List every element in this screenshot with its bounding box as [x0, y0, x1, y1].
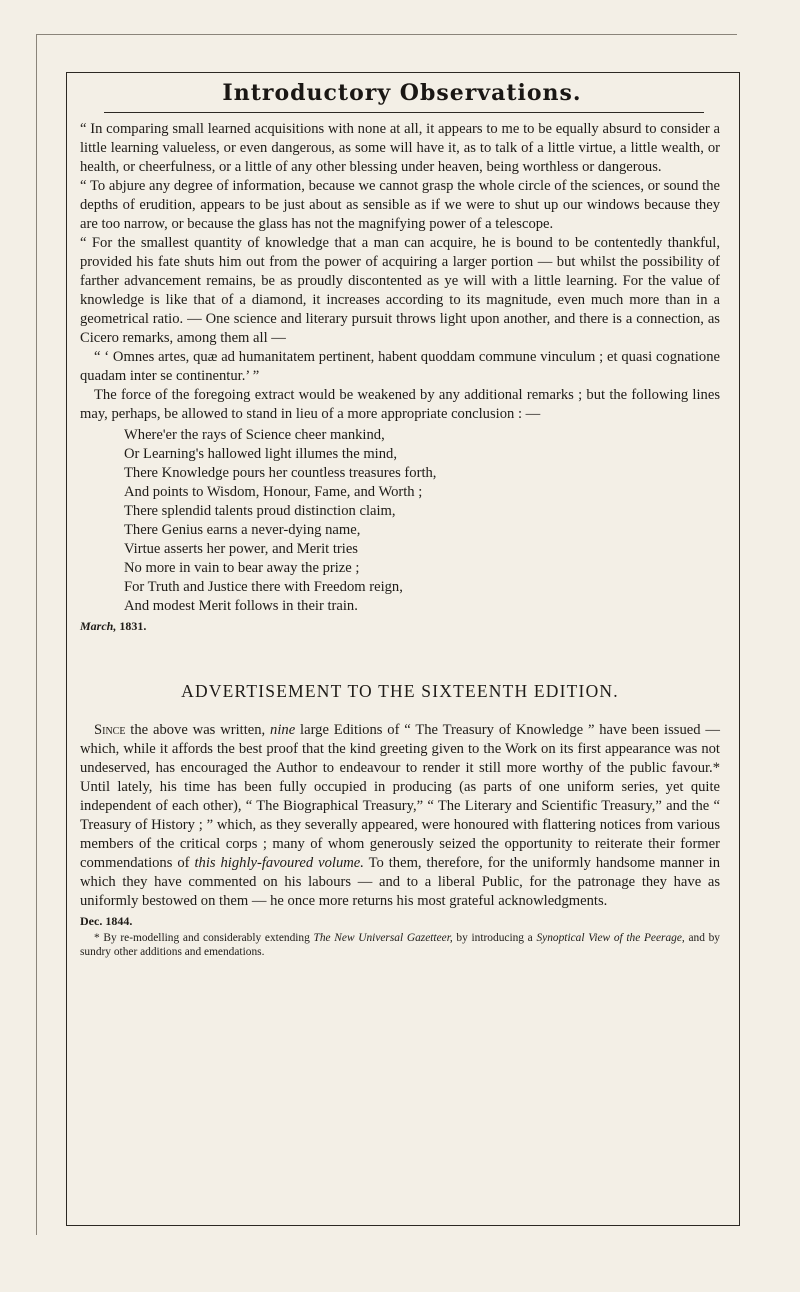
- poem-line: Where'er the rays of Science cheer mankind,: [124, 427, 385, 443]
- intro-paragraph-3: “ For the smallest quantity of knowledge that a man can acquire, he is bound to be contentedly thankful, provided his fate shuts him out from the power of acquiring a larger portion — but whilst the possibility of farther advancement remains, be as proudly discontented as ye will with a little learning. For the value of knowledge is like that of a diamond, it increases according to its magnitude, even much more than in a geometrical ratio. — One science and literary pursuit throws light upon another, and there is a connection, as Cicero remarks, among them all —: [80, 235, 720, 346]
- poem-line: There Knowledge pours her countless treasures forth,: [124, 465, 437, 481]
- poem-line: Virtue asserts her power, and Merit tries: [124, 541, 358, 557]
- footnote-text-1: * By re-modelling and considerably extending: [94, 932, 314, 944]
- advertisement-emphasis-volume: this highly-favoured volume.: [194, 855, 364, 871]
- advertisement-text-2: large Editions of “ The Treasury of Knowledge ” have been issued — which, while it affords the best proof that the kind greeting given to the Work on its first appearance was not undeserved, has encouraged the Author to endeavour to render it still more worthy of the public favour.* Until lately, his time has been fully occupied in producing (as parts of one uniform series, yet quite independent of each other), “ The Biographical Treasury,” “ The Literary and Scientific Treasury,” and the “ Treasury of History ; ” which, as they severally appeared, were honoured with flattering notices from various members of the critical corps ; many of whom generously seized the opportunity to reiterate their former commendations of: [80, 722, 720, 871]
- poem-line: And modest Merit follows in their train.: [124, 598, 358, 614]
- advertisement-text-1: the above was written,: [125, 722, 271, 738]
- advertisement-paragraph: [80, 721, 720, 911]
- advertisement-title: ADVERTISEMENT TO THE SIXTEENTH EDITION.: [181, 681, 619, 701]
- advertisement-date: Dec. 1844.: [80, 914, 133, 928]
- page-heading: Introductory Observations.: [222, 80, 582, 106]
- footnote-text-3: and by sundry other additions and emendations.: [80, 932, 720, 958]
- latin-quotation: “ ‘ Omnes artes, quæ ad humanitatem pertinent, habent quoddam commune vinculum ; et quasi cognatione quadam inter se continentur.’ ”: [80, 349, 720, 384]
- intro-date-month: March,: [80, 619, 117, 633]
- footnote: [80, 931, 720, 959]
- intro-paragraph-5: The force of the foregoing extract would be weakened by any additional remarks ; but the following lines may, perhaps, be allowed to stand in lieu of a more appropriate conclusion : —: [80, 387, 720, 422]
- intro-date-year: 1831.: [119, 619, 147, 633]
- poem-line: For Truth and Justice there with Freedom reign,: [124, 579, 403, 595]
- footnote-gazetteer-title: The New Universal Gazetteer,: [313, 932, 453, 944]
- poem-line: No more in vain to bear away the prize ;: [124, 560, 360, 576]
- advertisement-lead-word: Since: [94, 722, 126, 738]
- poem-line: And points to Wisdom, Honour, Fame, and Worth ;: [124, 484, 423, 500]
- heading-rule: [104, 112, 704, 113]
- intro-paragraph-1: “ In comparing small learned acquisitions with none at all, it appears to me to be equally absurd to consider a little learning valueless, or even dangerous, as some will have it, as to talk of a little virtue, a little wealth, or health, or cheerfulness, or a little of any other blessing under heaven, being worthless or dangerous.: [80, 121, 720, 175]
- poem: [124, 426, 720, 616]
- poem-line: There Genius earns a never-dying name,: [124, 522, 361, 538]
- intro-paragraph-2: “ To abjure any degree of information, because we cannot grasp the whole circle of the sciences, or sound the depths of erudition, appears to be just about as sensible as if we were to shut up our windows because they are too narrow, or because the glass has not the magnifying power of a telescope.: [80, 178, 720, 232]
- poem-line: Or Learning's hallowed light illumes the mind,: [124, 446, 397, 462]
- intro-date: [80, 617, 720, 636]
- page-content: [80, 120, 720, 959]
- footnote-peerage-title: Synoptical View of the Peerage,: [536, 932, 685, 944]
- poem-line: There splendid talents proud distinction claim,: [124, 503, 396, 519]
- advertisement-emphasis-nine: nine: [270, 722, 296, 738]
- footnote-text-2: by introducing a: [452, 932, 537, 944]
- advertisement-text-3: To them, therefore, for the uniformly handsome manner in which they have commented on his labours — and to a liberal Public, for the patronage they have as uniformly bestowed on them — he once more returns his most grateful acknowledgments.: [80, 855, 720, 909]
